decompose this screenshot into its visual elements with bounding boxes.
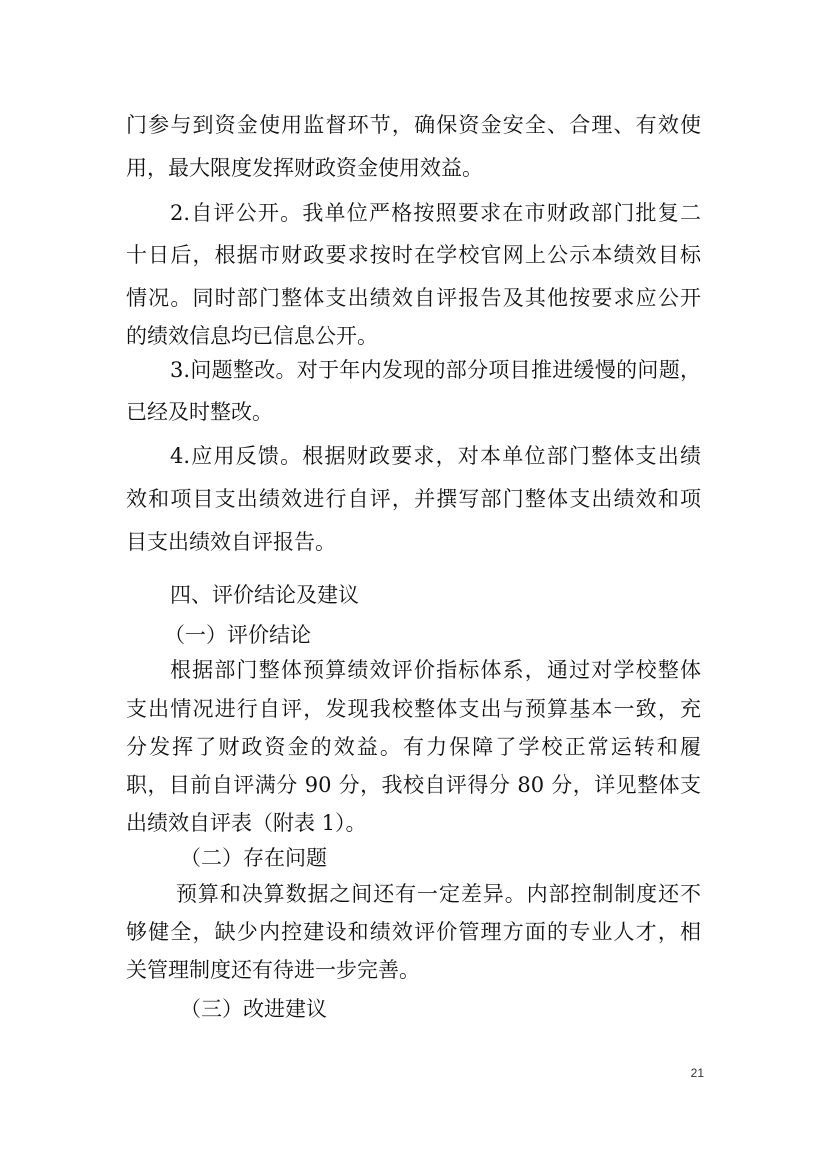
numbered-item-2: 2.自评公开。我单位严格按照要求在市财政部门批复二 [170,201,701,225]
text-line: 分发挥了财政资金的效益。有力保障了学校正常运转和履 [126,735,701,759]
text-line: 根据部门整体预算绩效评价指标体系，通过对学校整体 [170,658,701,682]
text-line: 职，目前自评满分 90 分，我校自评得分 80 分，详见整体支 [126,773,701,797]
text-line: 预算和决算数据之间还有一定差异。内部控制制度还不 [176,882,701,906]
numbered-item-3: 3.问题整改。对于年内发现的部分项目推进缓慢的问题， [170,358,701,382]
subsection-heading: （二）存在问题 [180,846,327,870]
text-line: 效和项目支出绩效进行自评，并撰写部门整体支出绩效和项 [126,487,701,511]
text-line: 用，最大限度发挥财政资金使用效益。 [126,156,483,180]
text-line: 目支出绩效自评报告。 [126,530,336,554]
text-line: 出绩效自评表（附表 1）。 [126,811,367,835]
subsection-heading: （一）评价结论 [164,623,311,647]
section-heading: 四、评价结论及建议 [170,583,359,607]
subsection-heading: （三）改进建议 [180,997,327,1021]
text-line: 十日后，根据市财政要求按时在学校官网上公示本绩效目标 [126,243,701,267]
numbered-item-4: 4.应用反馈。根据财政要求，对本单位部门整体支出绩 [170,444,701,468]
text-line: 已经及时整改。 [126,400,273,424]
text-line: 门参与到资金使用监督环节，确保资金安全、合理、有效使 [126,113,701,137]
text-line: 的绩效信息均已信息公开。 [126,324,378,348]
text-line: 情况。同时部门整体支出绩效自评报告及其他按要求应公开 [126,286,701,310]
text-line: 关管理制度还有待进一步完善。 [126,958,420,982]
text-line: 够健全，缺少内控建设和绩效评价管理方面的专业人才，相 [126,920,701,944]
text-line: 支出情况进行自评，发现我校整体支出与预算基本一致，充 [126,697,701,721]
page-number: 21 [690,1066,704,1080]
